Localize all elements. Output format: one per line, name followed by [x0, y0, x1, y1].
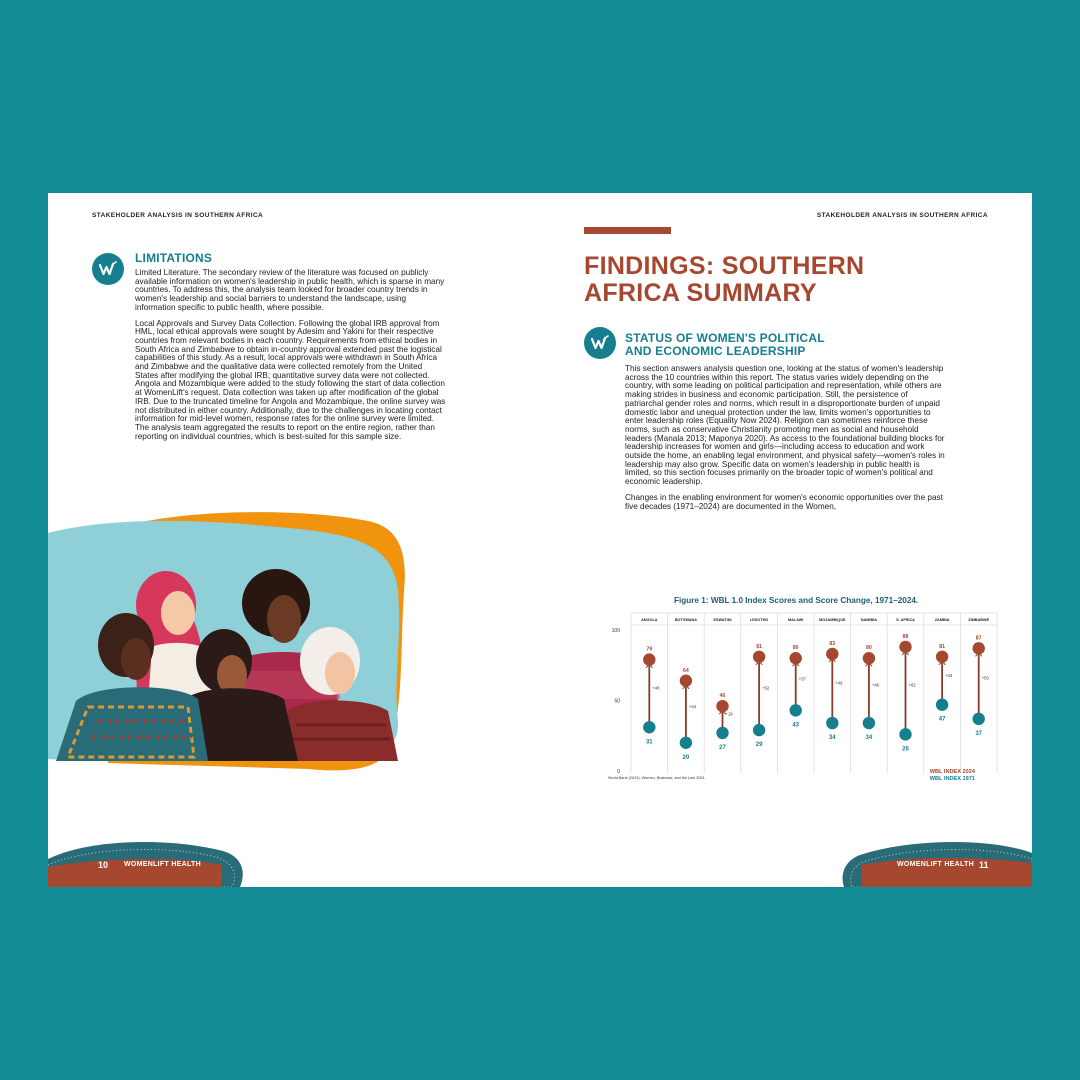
limitations-paragraph-2: Local Approvals and Survey Data Collection. Following the global IRB approval from HML, local ethical approvals were sought by Adesim and Yakini for their respective countries from relevant bodies in each country. Requirements from ethical bodies in South Africa and Zimbabwe to obtain in-country approval extended past the logistical capabilities of this study. As a result, local approvals were withdrawn in South Africa and Zimbabwe and the qualitative data were collected remotely from the United States after modifying the global IRB; quantitative survey data were not collected. Angola and Mozambique were added to the study following the start of data collection at WomenLift's request. Data collection was taken up after modification of the global IRB. Due to the truncated timeline for Angola and Mozambique, the online survey was not distributed in either country. Additionally, due to the challenges in locating contact information for mid-level women, response rates for the online survey were limited. The analysis team aggregated the results to report on the entire region, rather than reporting on individual countries, which is best-suited for this sample size.	[135, 318, 446, 441]
value-label-1971: 29	[755, 742, 763, 749]
footer-wave-left	[48, 833, 248, 887]
findings-heading: FINDINGS: SOUTHERN AFRICA SUMMARY	[584, 252, 865, 307]
running-head-right: STAKEHOLDER ANALYSIS IN SOUTHERN AFRICA	[816, 212, 988, 219]
dot-1971	[753, 724, 765, 736]
document-spread	[48, 193, 1032, 887]
change-label: +52	[762, 685, 770, 691]
change-label: +49	[835, 680, 843, 686]
status-body	[625, 365, 947, 518]
change-label: +46	[871, 682, 880, 688]
value-label-2024: 81	[939, 643, 945, 650]
status-title-line-2: AND ECONOMIC LEADERSHIP	[625, 344, 806, 358]
status-title-line-1: STATUS OF WOMEN'S POLITICAL	[625, 331, 825, 345]
dot-2024	[790, 652, 802, 664]
status-section-title	[625, 332, 825, 358]
change-label: +62	[908, 682, 916, 688]
change-label: +37	[798, 676, 806, 682]
category-label: MOZAMBIQUE	[819, 618, 846, 622]
category-label: BOTSWANA	[674, 618, 697, 622]
value-label-1971: 27	[719, 744, 726, 751]
womenlift-logo-icon	[92, 253, 124, 285]
category-label: S. AFRICA	[896, 618, 915, 622]
change-label: +34	[945, 672, 953, 678]
dot-2024	[899, 641, 911, 653]
value-label-1971: 31	[645, 739, 653, 746]
value-label-2024: 46	[719, 693, 726, 700]
category-label: NAMIBIA	[860, 618, 878, 622]
value-label-2024: 83	[829, 640, 836, 647]
limitations-body	[135, 269, 447, 448]
status-paragraph-1: This section answers analysis question one, looking at the status of women's leadership across the 10 countries within this report. The status varies widely depending on the country, with some leading on political participation and representation, while others are making strides in business and economic participation. Still, the persistence of patriarchal gender roles and norms, which result in a disproportionate burden of unpaid domestic labor and unequal protection under the law, limits women's opportunities to enter leadership roles (Equality Now 2024). Religion can sometimes reinforce these norms, such as conservative Christianity promoting men as social and household leaders (Manala 2013; Maponya 2020). As access to the foundational building blocks for leadership increases for women and girls—including access to education and work outside the home, an enabling legal environment, and physical safety—women's roles in leadership may also grow. Specific data on women's leadership in public health is limited, so this section focuses primarily on the broader topic of women's political and economic leadership.	[625, 364, 945, 487]
value-label-2024: 79	[646, 646, 653, 653]
dot-1971	[973, 713, 985, 725]
dot-1971	[790, 704, 802, 716]
chart-title: Figure 1: WBL 1.0 Index Scores and Score Change, 1971–2024.	[674, 596, 919, 605]
dot-2024	[643, 653, 655, 665]
value-label-2024: 64	[683, 667, 689, 674]
value-label-2024: 81	[756, 643, 762, 650]
legend-1971: WBL INDEX 1971	[929, 776, 975, 782]
page-number-right: 11	[979, 860, 989, 870]
dot-2024	[973, 642, 985, 654]
value-label-1971: 37	[975, 730, 983, 737]
wbl-index-chart	[598, 593, 998, 793]
category-label: ZAMBIA	[934, 618, 950, 622]
category-label: ZIMBABWE	[968, 618, 990, 622]
dot-2024	[716, 700, 728, 712]
change-label: +48	[652, 685, 660, 691]
dot-1971	[899, 728, 911, 740]
dot-1971	[680, 737, 692, 749]
page-number-left: 10	[98, 860, 109, 870]
footer-label-right: WOMENLIFT HEALTH	[897, 861, 974, 868]
category-label: ESWATINI	[713, 618, 732, 622]
value-label-1971: 20	[682, 754, 690, 761]
womenlift-logo-icon	[584, 327, 616, 359]
value-label-1971: 34	[828, 735, 836, 742]
limitations-paragraph-1: Limited Literature. The secondary review of the literature was focused on publicly available information on women's leadership in public health, which is sparse in many countries. To address this, the analysis team looked for broader country trends in women's leadership and social barriers to understand the landscape, using information specific to public health, where possible.	[135, 268, 445, 312]
value-label-1971: 43	[792, 722, 800, 729]
dot-2024	[826, 648, 838, 660]
footer-wave-right	[838, 833, 1032, 887]
y-tick-label: 100	[611, 628, 620, 634]
value-label-1971: 34	[865, 735, 873, 742]
value-label-1971: 26	[902, 746, 909, 753]
value-label-2024: 88	[902, 633, 909, 640]
limitations-title: LIMITATIONS	[135, 251, 213, 265]
value-label-1971: 47	[938, 716, 946, 723]
y-tick-label: 0	[617, 769, 620, 775]
dot-1971	[643, 721, 655, 733]
findings-accent-bar	[584, 227, 671, 234]
legend-2024: WBL INDEX 2024	[929, 769, 975, 775]
dot-1971	[863, 717, 875, 729]
dot-2024	[680, 675, 692, 687]
dot-2024	[753, 651, 765, 663]
dot-1971	[716, 727, 728, 739]
value-label-2024: 87	[975, 635, 982, 642]
women-group-illustration	[48, 511, 408, 773]
dot-2024	[936, 651, 948, 663]
chart-source: World Bank (2024). Women, Business, and the Law 2024.	[608, 776, 706, 780]
value-label-2024: 80	[792, 645, 799, 652]
dot-1971	[936, 699, 948, 711]
dot-2024	[863, 652, 875, 664]
category-label: LESOTHO	[749, 618, 769, 622]
change-label: +50	[981, 675, 989, 681]
running-head-left: STAKEHOLDER ANALYSIS IN SOUTHERN AFRICA	[92, 212, 264, 219]
y-tick-label: 50	[614, 698, 620, 705]
category-label: MALAWI	[787, 618, 804, 622]
change-label: +19	[725, 711, 733, 717]
dot-1971	[826, 717, 838, 729]
category-label: ANGOLA	[641, 618, 658, 622]
status-paragraph-2: Changes in the enabling environment for women's economic opportunities over the past five decades (1971–2024) are documented in the Women,	[625, 492, 943, 511]
change-label: +44	[688, 703, 697, 709]
value-label-2024: 80	[866, 645, 872, 652]
footer-label-left: WOMENLIFT HEALTH	[124, 861, 201, 868]
